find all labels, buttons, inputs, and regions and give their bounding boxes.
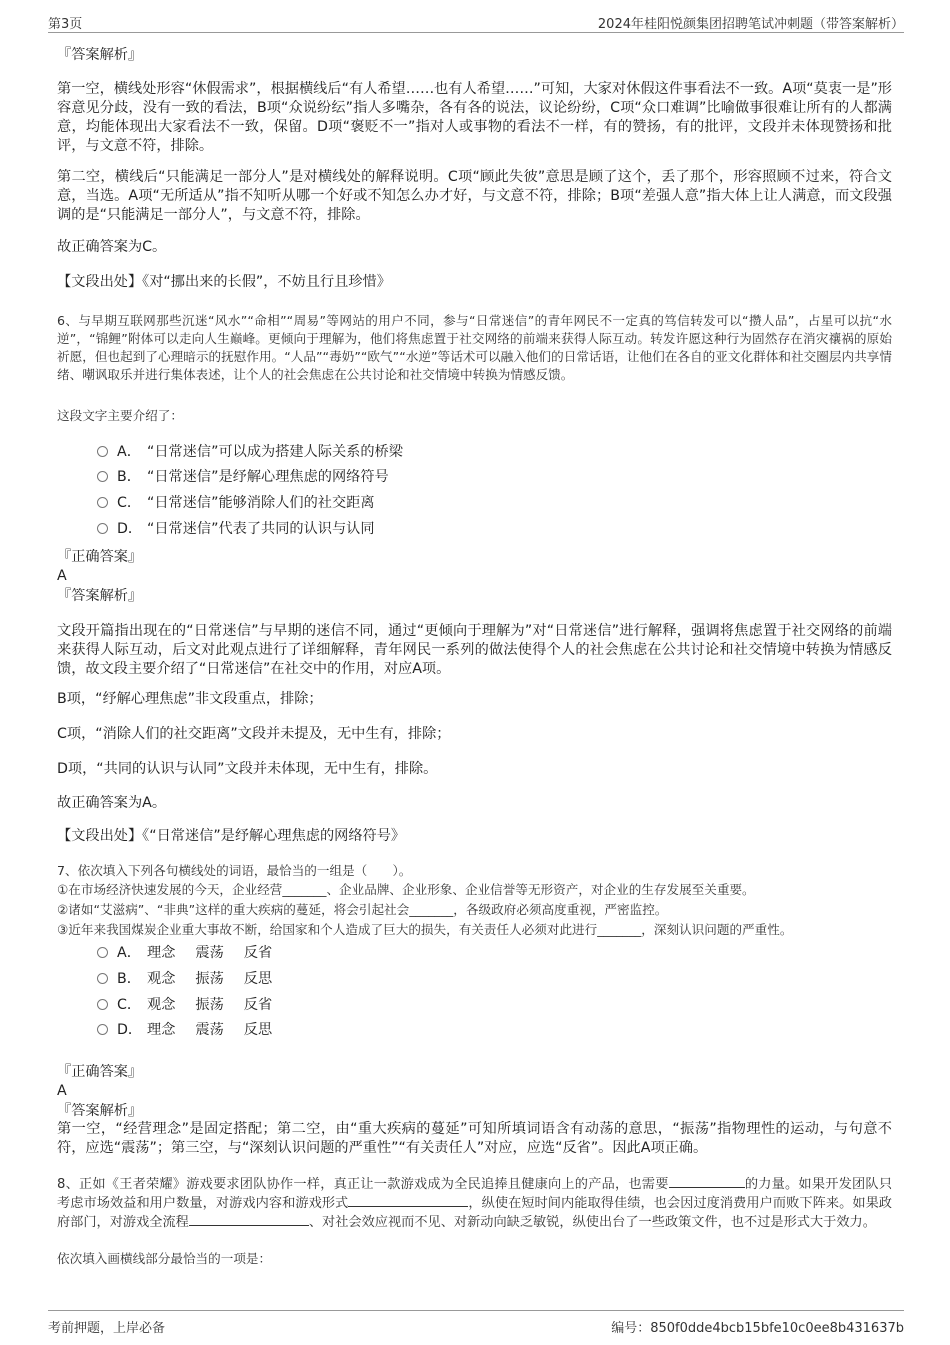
q7-sentence-3: ③近年来我国煤炭企业重大事故不断，给国家和个人造成了巨大的损失，有关责任人必须对此进行_______，深刻认识问题的严重性。 — [57, 922, 793, 937]
radio-icon[interactable] — [97, 973, 108, 984]
q8-stem: 8、正如《王者荣耀》游戏要求团队协作一样，真正让一款游戏成为全民追捧且健康向上的产品，也需要 的力量。如果开发团队只考虑市场效益和用户数量，对游戏内容和游戏形式 ，纵使在短时间内能取得佳绩，也会因过度消费用户而败下阵来。如果政府部门，对游戏全流程 、对社会效应视而不见、对新动向缺乏敏锐，纵使出台了一些政策文件，也不过是形式大于效力。 — [57, 1177, 893, 1230]
q5-analysis-head: 『答案解析』 — [57, 47, 143, 63]
q7-option-c[interactable]: C． 观念 振荡 反省 — [97, 996, 292, 1015]
q6-option-c[interactable]: C． “日常迷信”能够消除人们的社交距离 — [97, 494, 375, 513]
q6-analysis-d: D项，“共同的认识与认同”文段并未体现，无中生有，排除。 — [57, 761, 438, 777]
footer-slogan: 考前押题，上岸必备 — [48, 1321, 166, 1336]
q7-answer-head: 『正确答案』 — [57, 1064, 143, 1080]
radio-icon[interactable] — [97, 947, 108, 958]
blank-line — [669, 1175, 745, 1188]
q6-stem: 6、与早期互联网那些沉迷“风水”“命相”“周易”等网站的用户不同，参与“日常迷信”的青年网民不一定真的笃信转发可以“攒人品”，占星可以抗“水逆”，“锦鲤”附体可以走向人生巅峰。更倾向于理解为，他们将焦虑置于社交网络的前端来获得人际互动。转发许愿这种行为固然存在消灾禳祸的原始祈愿，但也起到了心理暗示的抚慰作用。“人品”“毒奶”“欧气”“水逆”等话术可以融入他们的日常话语，让他们在各自的亚文化群体和社交圈层内共享情绪、嘲讽取乐并进行集体表述，让个人的社会焦虑在公共讨论和社交情境中转换为情感反馈。 — [57, 313, 892, 382]
q6-conclusion: 故正确答案为A。 — [57, 795, 167, 811]
q6-answer-head: 『正确答案』 — [57, 549, 143, 565]
q5-analysis-para2: 第二空，横线后“只能满足一部分人”是对横线处的解释说明。C项“顾此失彼”意思是顾了这个，丢了那个，形容照顾不过来，符合文意，当选。A项“无所适从”指不知听从哪一个好或不知怎么办才好，与文意不符，排除；B项“差强人意”指大体上让人满意，而文段强调的是“只能满足一部分人”，与文意不符，排除。 — [57, 169, 892, 223]
page-footer — [48, 1310, 904, 1337]
radio-icon[interactable] — [97, 999, 108, 1010]
q6-question: 这段文字主要介绍了： — [57, 408, 183, 423]
q6-answer: A — [57, 568, 67, 584]
q6-option-a[interactable]: A． “日常迷信”可以成为搭建人际关系的桥梁 — [97, 443, 403, 462]
q5-conclusion: 故正确答案为C。 — [57, 239, 167, 255]
q6-analysis-b: B项，“纾解心理焦虑”非文段重点，排除； — [57, 691, 323, 707]
blank-line — [189, 1213, 309, 1226]
q6-analysis-para1: 文段开篇指出现在的“日常迷信”与早期的迷信不同，通过“更倾向于理解为”对“日常迷信”进行解释，强调将焦虑置于社交网络的前端来获得人际互动，后文对此观点进行了详细解释，青年网民一系列的做法使得个人的社会焦虑在公共讨论和社交情境中转换为情感反馈，故文段主要介绍了“日常迷信”在社交中的作用，对应A项。 — [57, 623, 892, 677]
q6-option-b[interactable]: B． “日常迷信”是纾解心理焦虑的网络符号 — [97, 468, 389, 487]
q7-option-b[interactable]: B． 观念 振荡 反思 — [97, 970, 292, 989]
document-title: 2024年桂阳悦颜集团招聘笔试冲刺题（带答案解析） — [597, 17, 904, 32]
q6-option-d[interactable]: D． “日常迷信”代表了共同的认识与认同 — [97, 520, 375, 539]
radio-icon[interactable] — [97, 446, 108, 457]
q8-question: 依次填入画横线部分最恰当的一项是： — [57, 1251, 272, 1266]
q7-analysis: 第一空，“经营理念”是固定搭配；第二空，由“重大疾病的蔓延”可知所填词语含有动荡的意思，“振荡”指物理性的运动，与句意不符，应选“震荡”；第三空，与“深刻认识问题的严重性”“有关责任人”对应，应选“反省”。因此A项正确。 — [57, 1121, 892, 1156]
blank-line — [348, 1194, 468, 1207]
q5-analysis-para1: 第一空，横线处形容“休假需求”，根据横线后“有人希望……也有人希望……”可知，大家对休假这件事看法不一致。A项“莫衷一是”形容意见分歧，没有一致的看法，B项“众说纷纭”指人多嘴杂，各有各的说法，议论纷纷，C项“众口难调”比喻做事很难让所有的人都满意，均能体现出大家看法不一致，保留。D项“褒贬不一”指对人或事物的看法不一样，有的赞扬，有的批评，文段并未体现赞扬和批评，与文意不符，排除。 — [57, 81, 892, 154]
q7-sentence-2: ②诸如“艾滋病”、“非典”这样的重大疾病的蔓延，将会引起社会_______，各级政府必须高度重视，严密监控。 — [57, 902, 668, 917]
q7-answer: A — [57, 1083, 67, 1099]
footer-serial: 编号：850f0dde4bcb15bfe10c0ee8b431637b — [611, 1321, 904, 1336]
radio-icon[interactable] — [97, 497, 108, 508]
q7-option-d[interactable]: D． 理念 震荡 反思 — [97, 1021, 292, 1040]
radio-icon[interactable] — [97, 523, 108, 534]
q7-sentence-1: ①在市场经济快速发展的今天，企业经营_______、企业品牌、企业形象、企业信誉等无形资产，对企业的生存发展至关重要。 — [57, 882, 755, 897]
q5-source: 【文段出处】《对“挪出来的长假”，不妨且行且珍惜》 — [57, 274, 391, 290]
radio-icon[interactable] — [97, 1024, 108, 1035]
q6-analysis-c: C项，“消除人们的社交距离”文段并未提及，无中生有，排除； — [57, 726, 451, 742]
q7-option-a[interactable]: A． 理念 震荡 反省 — [97, 944, 292, 963]
radio-icon[interactable] — [97, 471, 108, 482]
page-number: 第3页 — [48, 17, 83, 32]
q7-analysis-head: 『答案解析』 — [57, 1103, 143, 1119]
page-header — [48, 10, 904, 33]
q6-analysis-head: 『答案解析』 — [57, 588, 143, 604]
q6-source: 【文段出处】《“日常迷信”是纾解心理焦虑的网络符号》 — [57, 828, 406, 844]
q7-stem: 7、依次填入下列各句横线处的词语，最恰当的一组是（ ）。 — [57, 863, 412, 878]
